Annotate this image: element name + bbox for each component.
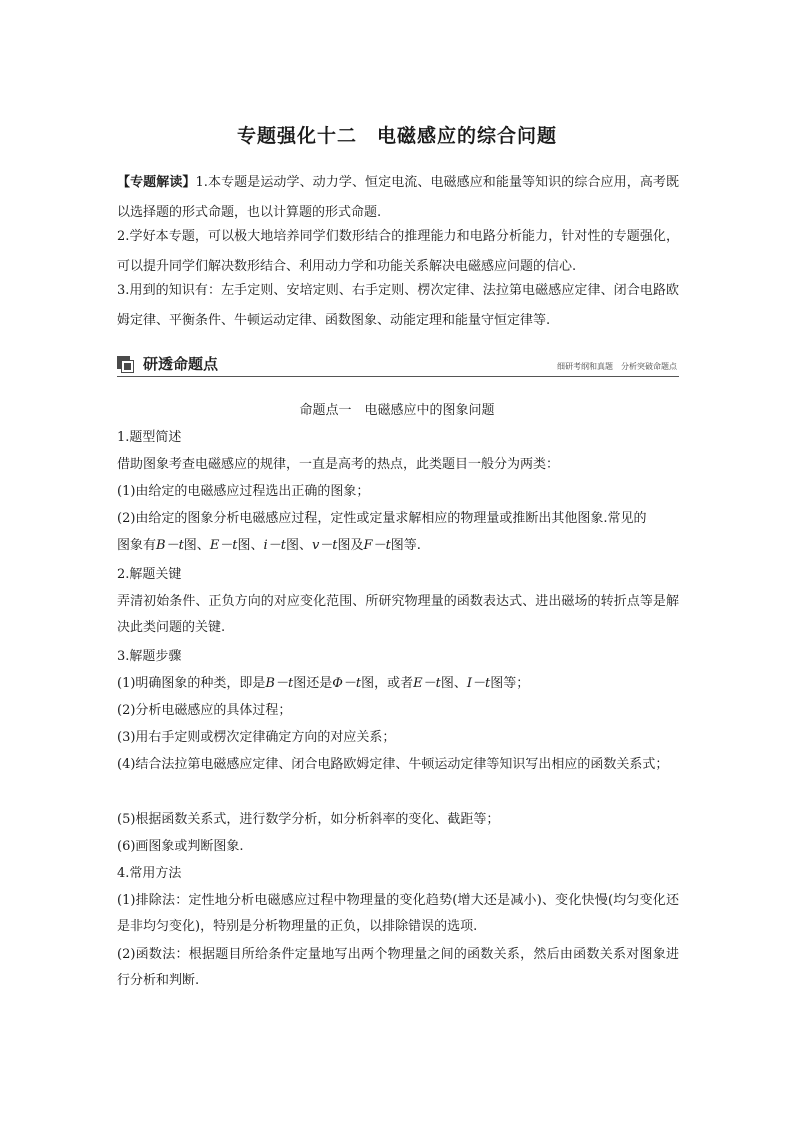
step-1: (1)明确图象的种类，即是B－t图还是Φ－t图，或者E－t图、I－t图等； [117,676,530,691]
step-2: (2)分析电磁感应的具体过程； [117,703,292,718]
heading-key-points: 2.解题关键 [117,567,182,582]
topic-heading: 命题点一 电磁感应中的图象问题 [299,403,495,418]
step-5: (5)根据函数关系式，进行数学分析，如分析斜率的变化、截距等； [117,812,500,827]
key-points-text: 弄清初始条件、正负方向的对应变化范围、所研究物理量的函数表达式、进出磁场的转折点等是解决此类问题的关键. [117,594,679,635]
intro-paragraph-1 [117,168,679,228]
intro-text-1: 1.本专题是运动学、动力学、恒定电流、电磁感应和能量等知识的综合应用，高考既以选择题的形式命题，也以计算题的形式命题. [117,175,679,220]
graph-types-line: 图象有B－t图、E－t图、i－t图、v－t图及F－t图等. [117,538,421,553]
step-3: (3)用右手定则或楞次定律确定方向的对应关系； [117,730,396,745]
step-6: (6)画图象或判断图象. [117,839,244,854]
text-line: 借助图象考查电磁感应的规律，一直是高考的热点，此类题目一般分为两类： [117,457,560,472]
intro-tag: 【专题解读】 [117,175,196,190]
method-1: (1)排除法：定性地分析电磁感应过程中物理量的变化趋势(增大还是减小)、变化快慢(均匀变化还是非均匀变化)，特别是分析物理量的正负，以排除错误的选项. [117,893,679,934]
text-line: (1)由给定的电磁感应过程选出正确的图象； [117,484,370,499]
intro-paragraph-2: 2.学好本专题，可以极大地培养同学们数形结合的推理能力和电路分析能力，针对性的专题强化，可以提升同学们解决数形结合、利用动力学和功能关系解决电磁感应问题的信心. [117,229,679,274]
section-title: 研透命题点 [143,355,219,373]
step-4: (4)结合法拉第电磁感应定律、闭合电路欧姆定律、牛顿运动定律等知识写出相应的函数关系式； [117,757,669,772]
method-2: (2)函数法：根据题目所给条件定量地写出两个物理量之间的函数关系，然后由函数关系对图象进行分析和判断. [117,947,679,988]
heading-question-type: 1.题型简述 [117,430,182,445]
section-header [117,354,679,377]
heading-steps: 3.解题步骤 [117,649,182,664]
section-icon [117,356,135,373]
heading-methods: 4.常用方法 [117,866,182,881]
intro-paragraph-3: 3.用到的知识有：左手定则、安培定则、右手定则、楞次定律、法拉第电磁感应定律、闭合电路欧姆定律、平衡条件、牛顿运动定律、函数图象、动能定理和能量守恒定律等. [117,283,679,328]
page-title: 专题强化十二 电磁感应的综合问题 [236,125,557,147]
section-subtitle: 细研考纲和真题 分析突破命题点 [557,362,677,371]
text-line: (2)由给定的图象分析电磁感应过程，定性或定量求解相应的物理量或推断出其他图象.常见的 [117,511,647,526]
